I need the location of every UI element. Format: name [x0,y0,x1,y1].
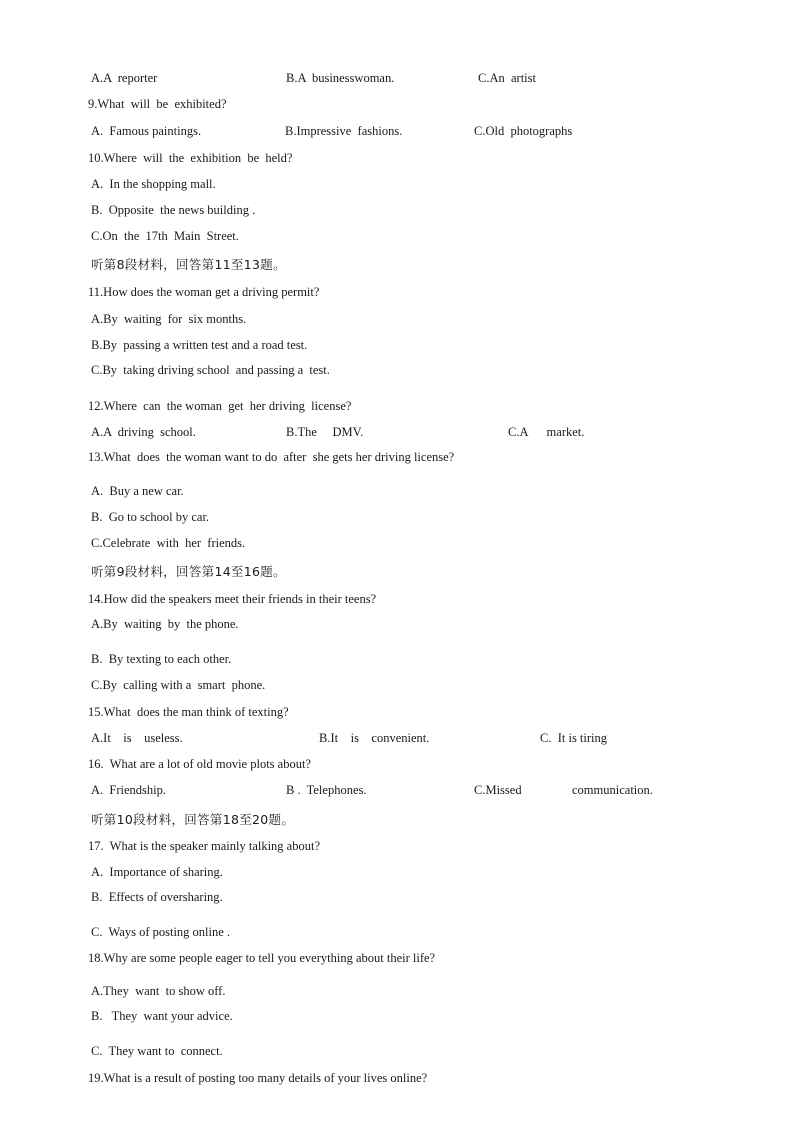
question-16: 16. What are a lot of old movie plots about? [88,757,311,771]
q18-option-c: C. They want to connect. [91,1044,223,1058]
q10-option-b: B. Opposite the news building . [91,203,256,217]
question-11: 11.How does the woman get a driving permit? [88,285,320,299]
q11-option-a: A.By waiting for six months. [91,312,247,326]
q17-option-c: C. Ways of posting online . [91,925,231,939]
section-heading-10: 听第10段材料，回答第18至20题。 [91,812,295,827]
question-15: 15.What does the man think of texting? [88,705,289,719]
q10-option-c: C.On the 17th Main Street. [91,229,239,243]
q15-option-a: A.It is useless. [91,731,183,745]
q13-option-c: C.Celebrate with her friends. [91,536,246,550]
q13-option-a: A. Buy a new car. [91,484,184,498]
question-12: 12.Where can the woman get her driving license? [88,399,352,413]
q9-option-a: A. Famous paintings. [91,124,202,138]
q12-option-c: C.A market. [508,425,585,439]
q10-option-a: A. In the shopping mall. [91,177,216,191]
q13-option-b: B. Go to school by car. [91,510,210,524]
question-17: 17. What is the speaker mainly talking about? [88,839,321,853]
q14-option-c: C.By calling with a smart phone. [91,678,266,692]
q16-option-c-continued: communication. [572,783,653,797]
q12-option-a: A.A driving school. [91,425,196,439]
q18-option-a: A.They want to show off. [91,984,226,998]
q8-option-a: A.A reporter [91,71,158,85]
q11-option-b: B.By passing a written test and a road test. [91,338,308,352]
q16-option-c: C.Missed [474,783,522,797]
q18-option-b: B. They want your advice. [91,1009,233,1023]
q16-option-a: A. Friendship. [91,783,166,797]
q12-option-b: B.The DMV. [286,425,364,439]
q16-option-b: B . Telephones. [286,783,367,797]
question-10: 10.Where will the exhibition be held? [88,151,293,165]
question-13: 13.What does the woman want to do after she gets her driving license? [88,450,455,464]
q14-option-a: A.By waiting by the phone. [91,617,239,631]
q15-option-b: B.It is convenient. [319,731,430,745]
question-9: 9.What will be exhibited? [88,97,227,111]
question-19: 19.What is a result of posting too many details of your lives online? [88,1071,428,1085]
q8-option-c: C.An artist [478,71,536,85]
q17-option-b: B. Effects of oversharing. [91,890,223,904]
section-heading-9: 听第9段材料，回答第14至16题。 [91,564,286,579]
q11-option-c: C.By taking driving school and passing a test. [91,363,330,377]
question-18: 18.Why are some people eager to tell you everything about their life? [88,951,436,965]
q15-option-c: C. It is tiring [540,731,608,745]
q9-option-b: B.Impressive fashions. [285,124,403,138]
section-heading-8: 听第8段材料，回答第11至13题。 [91,257,286,272]
q8-option-b: B.A businesswoman. [286,71,395,85]
question-14: 14.How did the speakers meet their friends in their teens? [88,592,377,606]
q14-option-b: B. By texting to each other. [91,652,232,666]
q9-option-c: C.Old photographs [474,124,573,138]
q17-option-a: A. Importance of sharing. [91,865,223,879]
